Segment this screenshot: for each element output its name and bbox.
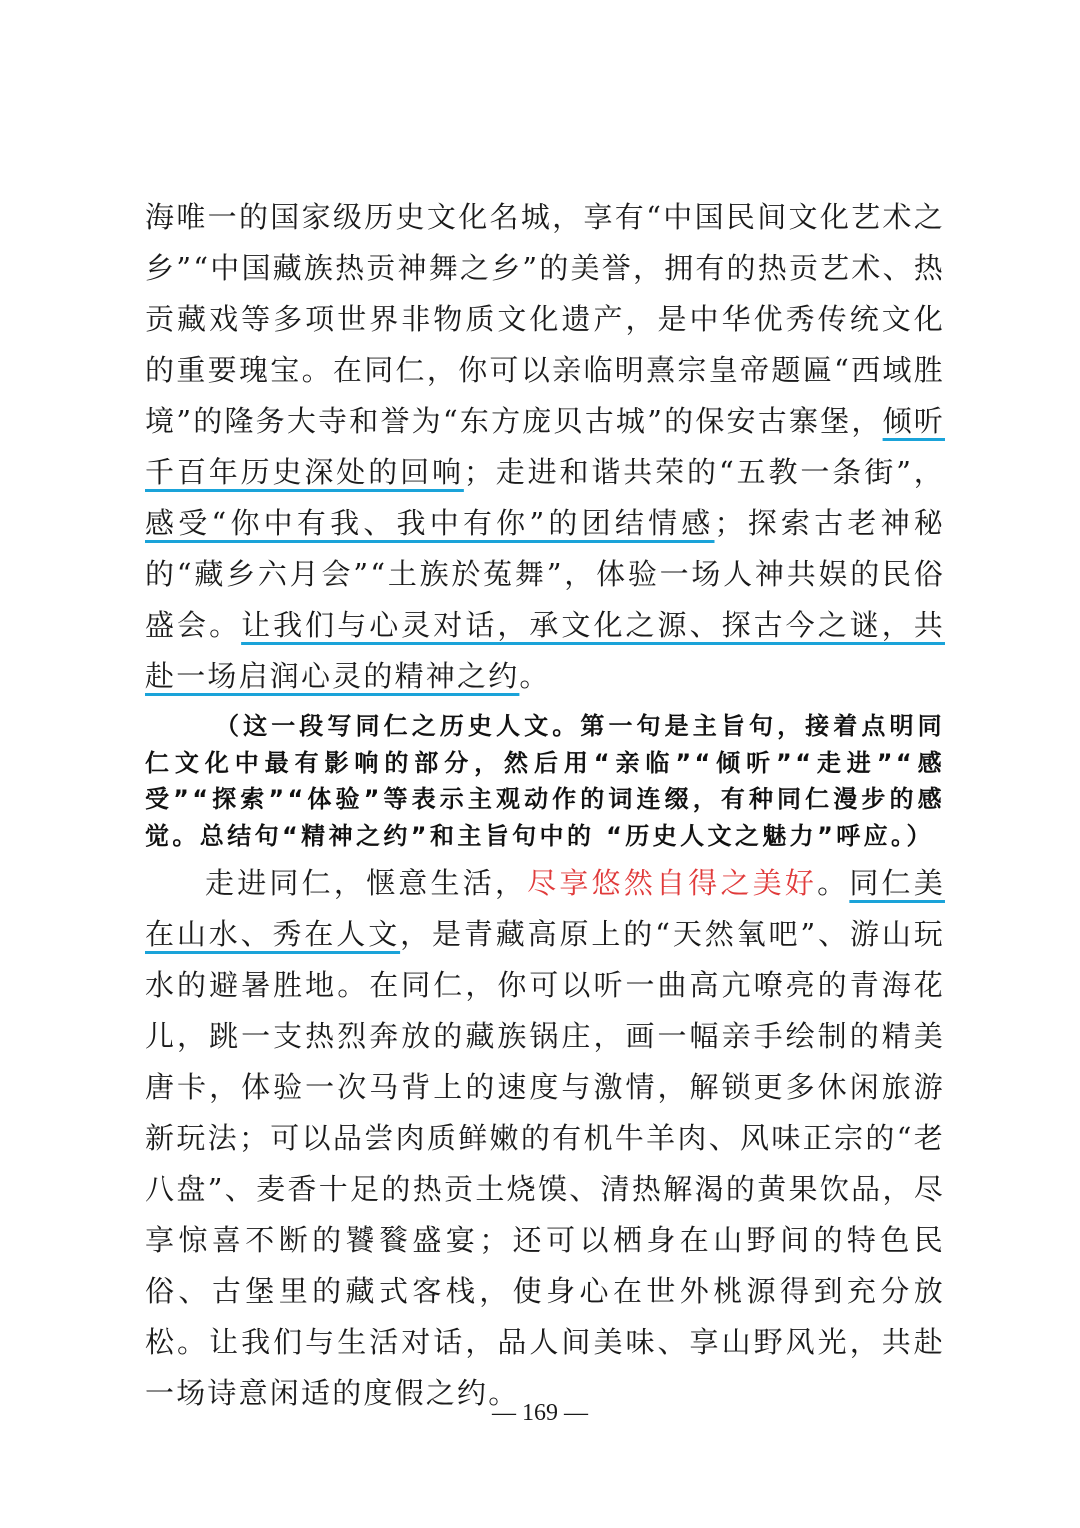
- paragraph-history-culture: [145, 192, 945, 702]
- text-segment: ；探索古老神秘的“藏乡六月会”“土族於菟舞”，体验一场人神共娱的民俗盛会。: [145, 506, 945, 642]
- text-segment: 海唯一的国家级历史文化名城，享有“中国民间文化艺术之乡”“中国藏族热贡神舞之乡”的美誉，拥有的热贡艺术、热贡藏戏等多项世界非物质文化遗产，是中华优秀传统文化的重要瑰宝。在同仁，你可以亲临明熹宗皇帝题匾“西域胜境”的隆务大寺和誉为“东方庞贝古城”的保安古寨堡，: [145, 200, 945, 438]
- underlined-phrase: 同仁美在山水、秀在人文: [145, 866, 945, 951]
- text-segment: 走进同仁，惬意生活，: [205, 866, 528, 900]
- document-page: [145, 192, 945, 1419]
- underlined-phrase: 让我们与心灵对话，承文化之源、探古今之谜，共赴一场启润心灵的精神之约: [145, 608, 945, 693]
- underlined-phrase: 感受“你中有我、我中有你”的团结情感: [145, 506, 715, 540]
- text-segment: 。: [817, 866, 850, 900]
- text-segment: ，是青藏高原上的“天然氧吧”、游山玩水的避暑胜地。在同仁，你可以听一曲高亢嘹亮的青海花儿，跳一支热烈奔放的藏族锅庄，画一幅亲手绘制的精美唐卡，体验一次马背上的速度与激情，解锁更多休闲旅游新玩法；可以品尝肉质鲜嫩的有机牛羊肉、风味正宗的“老八盘”、麦香十足的热贡土烧馍、清热解渴的黄果饮品，尽享惊喜不断的饕餮盛宴；还可以栖身在山野间的特色民俗、古堡里的藏式客栈，使身心在世外桃源得到充分放松。让我们与生活对话，品人间美味、享山野风光，共赴一场诗意闲适的度假之约。: [145, 917, 945, 1410]
- text-segment: 。: [519, 659, 551, 693]
- page-number: — 169 —: [492, 1400, 588, 1426]
- annotation-note: （这一段写同仁之历史人文。第一句是主旨句，接着点明同仁文化中最有影响的部分，然后用“亲临”“倾听”“走进”“感受”“探索”“体验”等表示主观动作的词连缀，有种同仁漫步的感觉。总结句“精神之约”和主旨句中的 “历史人文之魅力”呼应。）: [145, 712, 945, 850]
- highlighted-phrase: 尽享悠然自得之美好: [527, 866, 818, 900]
- underlined-phrase: 倾听千百年历史深处的回响: [145, 404, 945, 489]
- text-segment: ；走进和谐共荣的“五教一条街”，: [463, 455, 945, 489]
- paragraph-leisure-life: [145, 858, 945, 1419]
